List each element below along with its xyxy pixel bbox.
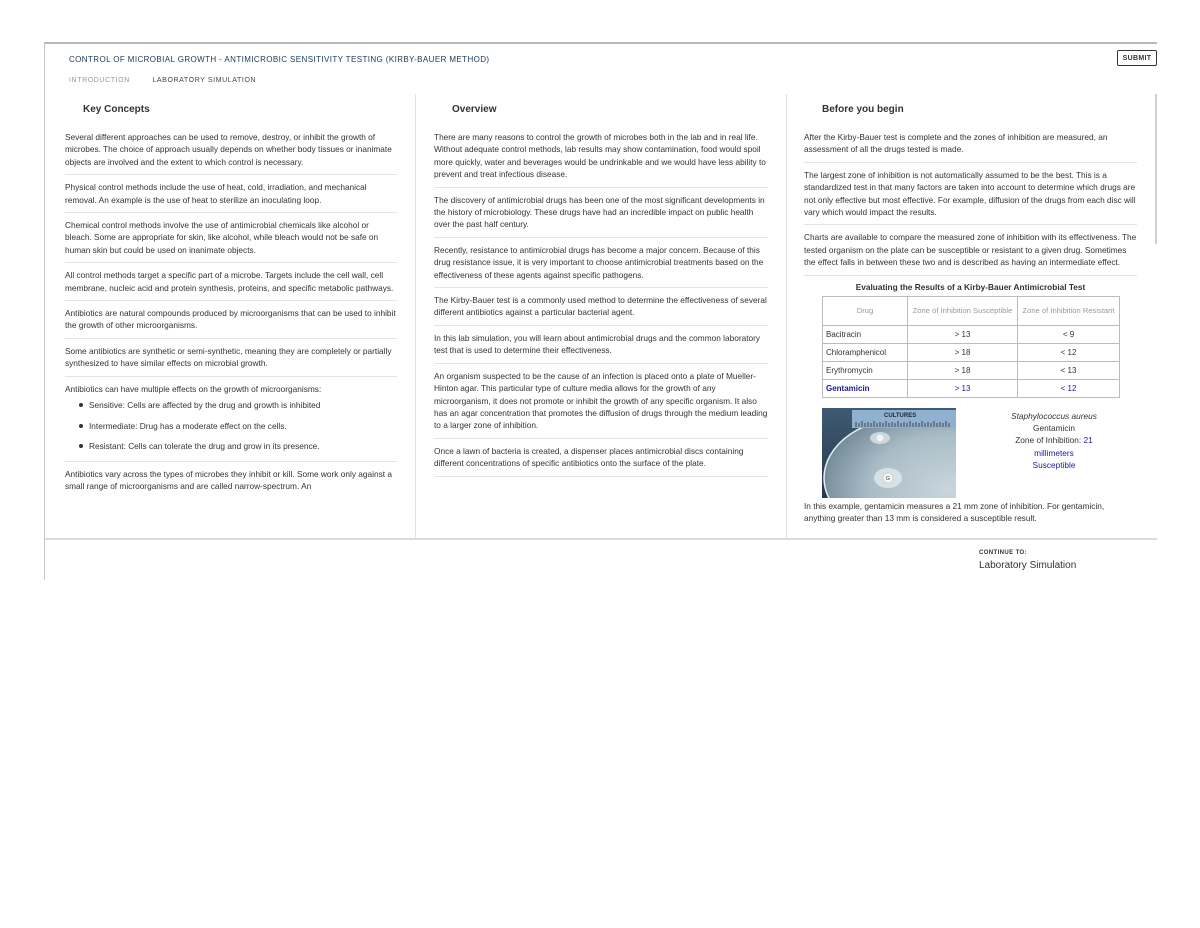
resistant-cell: < 9 — [1017, 325, 1119, 343]
continue-label: CONTINUE TO: — [979, 550, 1028, 556]
continue-link[interactable] — [979, 550, 1076, 571]
key-concepts-paragraph: Some antibiotics are synthetic or semi-synthetic, meaning they are completely or partially synthesized to have similar effects on microbial growth. — [65, 345, 397, 377]
page-title: CONTROL OF MICROBIAL GROWTH - ANTIMICROBIC SENSITIVITY TESTING (KIRBY-BAUER METHOD) — [69, 55, 490, 64]
overview-paragraph: Once a lawn of bacteria is created, a dispenser places antimicrobial discs containing different concentrations of specific antibiotics onto the surface of the plate. — [434, 445, 768, 477]
results-table-title: Evaluating the Results of a Kirby-Bauer Antimicrobial Test — [855, 281, 1086, 292]
example-paragraph: In this example, gentamicin measures a 21 mm zone of inhibition. For gentamicin, anything greater than 13 mm is considered a susceptible result. — [804, 500, 1105, 524]
overview-paragraph: The discovery of antimicrobial drugs has been one of the most significant developments in the history of microbiology. These drugs have had an incredible impact on public health over the past half century. — [434, 194, 768, 238]
overview-paragraph: Recently, resistance to antimicrobial drugs has become a major concern. Because of this drug resistance issue, it is very important to choose antimicrobial treatments based on the effectiveness of these agents against specific pathogens. — [434, 244, 768, 288]
zone-unit: millimeters — [1034, 447, 1074, 458]
scrollbar[interactable] — [1155, 94, 1157, 244]
list-item: Intermediate: Drug has a moderate effect on the cells. — [79, 420, 397, 432]
overview-paragraph: The Kirby-Bauer test is a commonly used method to determine the effectiveness of several different antibiotics against a particular bacterial agent. — [434, 294, 768, 326]
overview-panel — [434, 94, 768, 538]
susceptible-cell: > 18 — [908, 343, 1018, 361]
overview-paragraph: There are many reasons to control the growth of microbes both in the lab and in real life. Without adequate control methods, lab results may show contamination, food would spoil more quickly, water and beverages would be undrinkable and we would have less ability to prevent and treat infectious disease. — [434, 131, 768, 188]
table-row — [823, 343, 1120, 361]
list-item: Sensitive: Cells are affected by the drug and growth is inhibited — [79, 399, 397, 411]
organism-name: Staphylococcus aureus — [1011, 410, 1097, 421]
key-concepts-paragraph: All control methods target a specific part of a microbe. Targets include the cell wall, cell membrane, nucleic acid and protein synthesis, proteins, and specific metabolic pathways. — [65, 269, 397, 301]
drug-cell: Erythromycin — [823, 361, 908, 379]
table-row — [823, 361, 1120, 379]
susceptible-cell: > 18 — [908, 361, 1018, 379]
effects-list — [65, 399, 397, 452]
before-heading: Before you begin — [822, 104, 904, 115]
susceptible-cell: > 13 — [908, 379, 1018, 397]
susceptible-cell: > 13 — [908, 325, 1018, 343]
header-susceptible: Zone of Inhibition Susceptible — [908, 296, 1018, 325]
sample-caption — [972, 410, 1136, 472]
overview-paragraph: In this lab simulation, you will learn about antimicrobial drugs and the common laboratory test that is used to determine their effectiveness. — [434, 332, 768, 364]
petri-dish-image — [822, 408, 956, 498]
key-concepts-paragraph: Several different approaches can be used to remove, destroy, or inhibit the growth of microbes. The choice of approach usually depends on whether body tissues or inanimate objects are involved and the extent to which control is necessary. — [65, 131, 397, 175]
before-paragraph: Charts are available to compare the measured zone of inhibition with its effectiveness. The tested organism on the plate can be susceptible or resistant to a given drug. Sometimes the effect falls in between these two and is described as having an intermediate effect. — [804, 231, 1137, 275]
footer-divider — [45, 538, 1157, 540]
resistant-cell: < 12 — [1017, 343, 1119, 361]
list-item: Resistant: Cells can tolerate the drug and grow in its presence. — [79, 440, 397, 452]
overview-paragraph: An organism suspected to be the cause of an infection is placed onto a plate of Mueller-Hinton agar. This particular type of culture media allows for the growth of any microorganism, it does not promote or inhibit the growth of any specific organism. It also has an agar concentration that promotes the diffusion of drugs through the medium leading to a larger zone of inhibition. — [434, 370, 768, 439]
zone-value: 21 — [1083, 435, 1093, 446]
key-concepts-paragraph: Antibiotics vary across the types of microbes they inhibit or kill. Some work only against a small range of microorganisms and are called narrow-spectrum. An — [65, 468, 392, 491]
before-paragraph: After the Kirby-Bauer test is complete and the zones of inhibition are measured, an assessment of all the drugs tested is made. — [804, 131, 1137, 163]
continue-target[interactable]: Laboratory Simulation — [979, 560, 1077, 571]
key-concepts-paragraph: Antibiotics are natural compounds produced by microorganisms that can be used to inhibit the growth of other microorganisms. — [65, 307, 397, 339]
table-row-highlighted — [823, 379, 1120, 397]
app-frame — [44, 42, 1157, 580]
table-row — [823, 325, 1120, 343]
effects-lead: Antibiotics can have multiple effects on the growth of microorganisms: — [65, 383, 322, 394]
result-label: Susceptible — [1032, 460, 1076, 471]
header-bar — [45, 44, 1157, 72]
before-you-begin-panel — [804, 94, 1137, 538]
header-resistant: Zone of Inhibition Resistant — [1017, 296, 1119, 325]
overview-heading: Overview — [452, 104, 497, 115]
tab-laboratory-simulation[interactable]: LABORATORY SIMULATION — [152, 77, 257, 84]
resistant-cell: < 13 — [1017, 361, 1119, 379]
results-table — [822, 296, 1120, 398]
zone-label: Zone of Inhibition: — [1015, 435, 1082, 446]
tab-bar — [69, 77, 276, 84]
table-header-row — [823, 296, 1120, 325]
before-paragraph: The largest zone of inhibition is not automatically assumed to be the best. This is a standardized test in that many factors are taken into account to determine which drugs are not only effective but most effective. For example, diffusion of the drugs from each disc will vary which would impact the results. — [804, 169, 1137, 226]
header-drug: Drug — [823, 296, 908, 325]
key-concepts-heading: Key Concepts — [83, 104, 150, 115]
drug-cell: Bacitracin — [823, 325, 908, 343]
effects-block — [65, 383, 397, 462]
key-concepts-panel — [65, 94, 397, 538]
drug-cell: Chloramphenicol — [823, 343, 908, 361]
submit-button[interactable]: SUBMIT — [1117, 50, 1157, 66]
tab-introduction[interactable]: INTRODUCTION — [69, 77, 130, 84]
key-concepts-paragraph: Physical control methods include the use of heat, cold, irradiation, and mechanical removal. An example is the use of heat to sterilize an inoculating loop. — [65, 181, 397, 213]
key-concepts-paragraph: Chemical control methods involve the use of antimicrobial chemicals like alcohol or bleach. Some are appropriate for skin, like alcohol, while bleach would not be safe on human skin but could be used on inanimate objects. — [65, 219, 397, 263]
drug-cell: Gentamicin — [823, 379, 908, 397]
zone-line — [972, 434, 1136, 446]
column-divider — [786, 94, 787, 538]
resistant-cell: < 12 — [1017, 379, 1119, 397]
svg-text:G: G — [885, 475, 891, 482]
drug-name: Gentamicin — [1033, 423, 1075, 434]
column-divider — [415, 94, 416, 538]
sample-result — [804, 408, 1137, 500]
plate-label: CULTURES — [884, 412, 917, 419]
